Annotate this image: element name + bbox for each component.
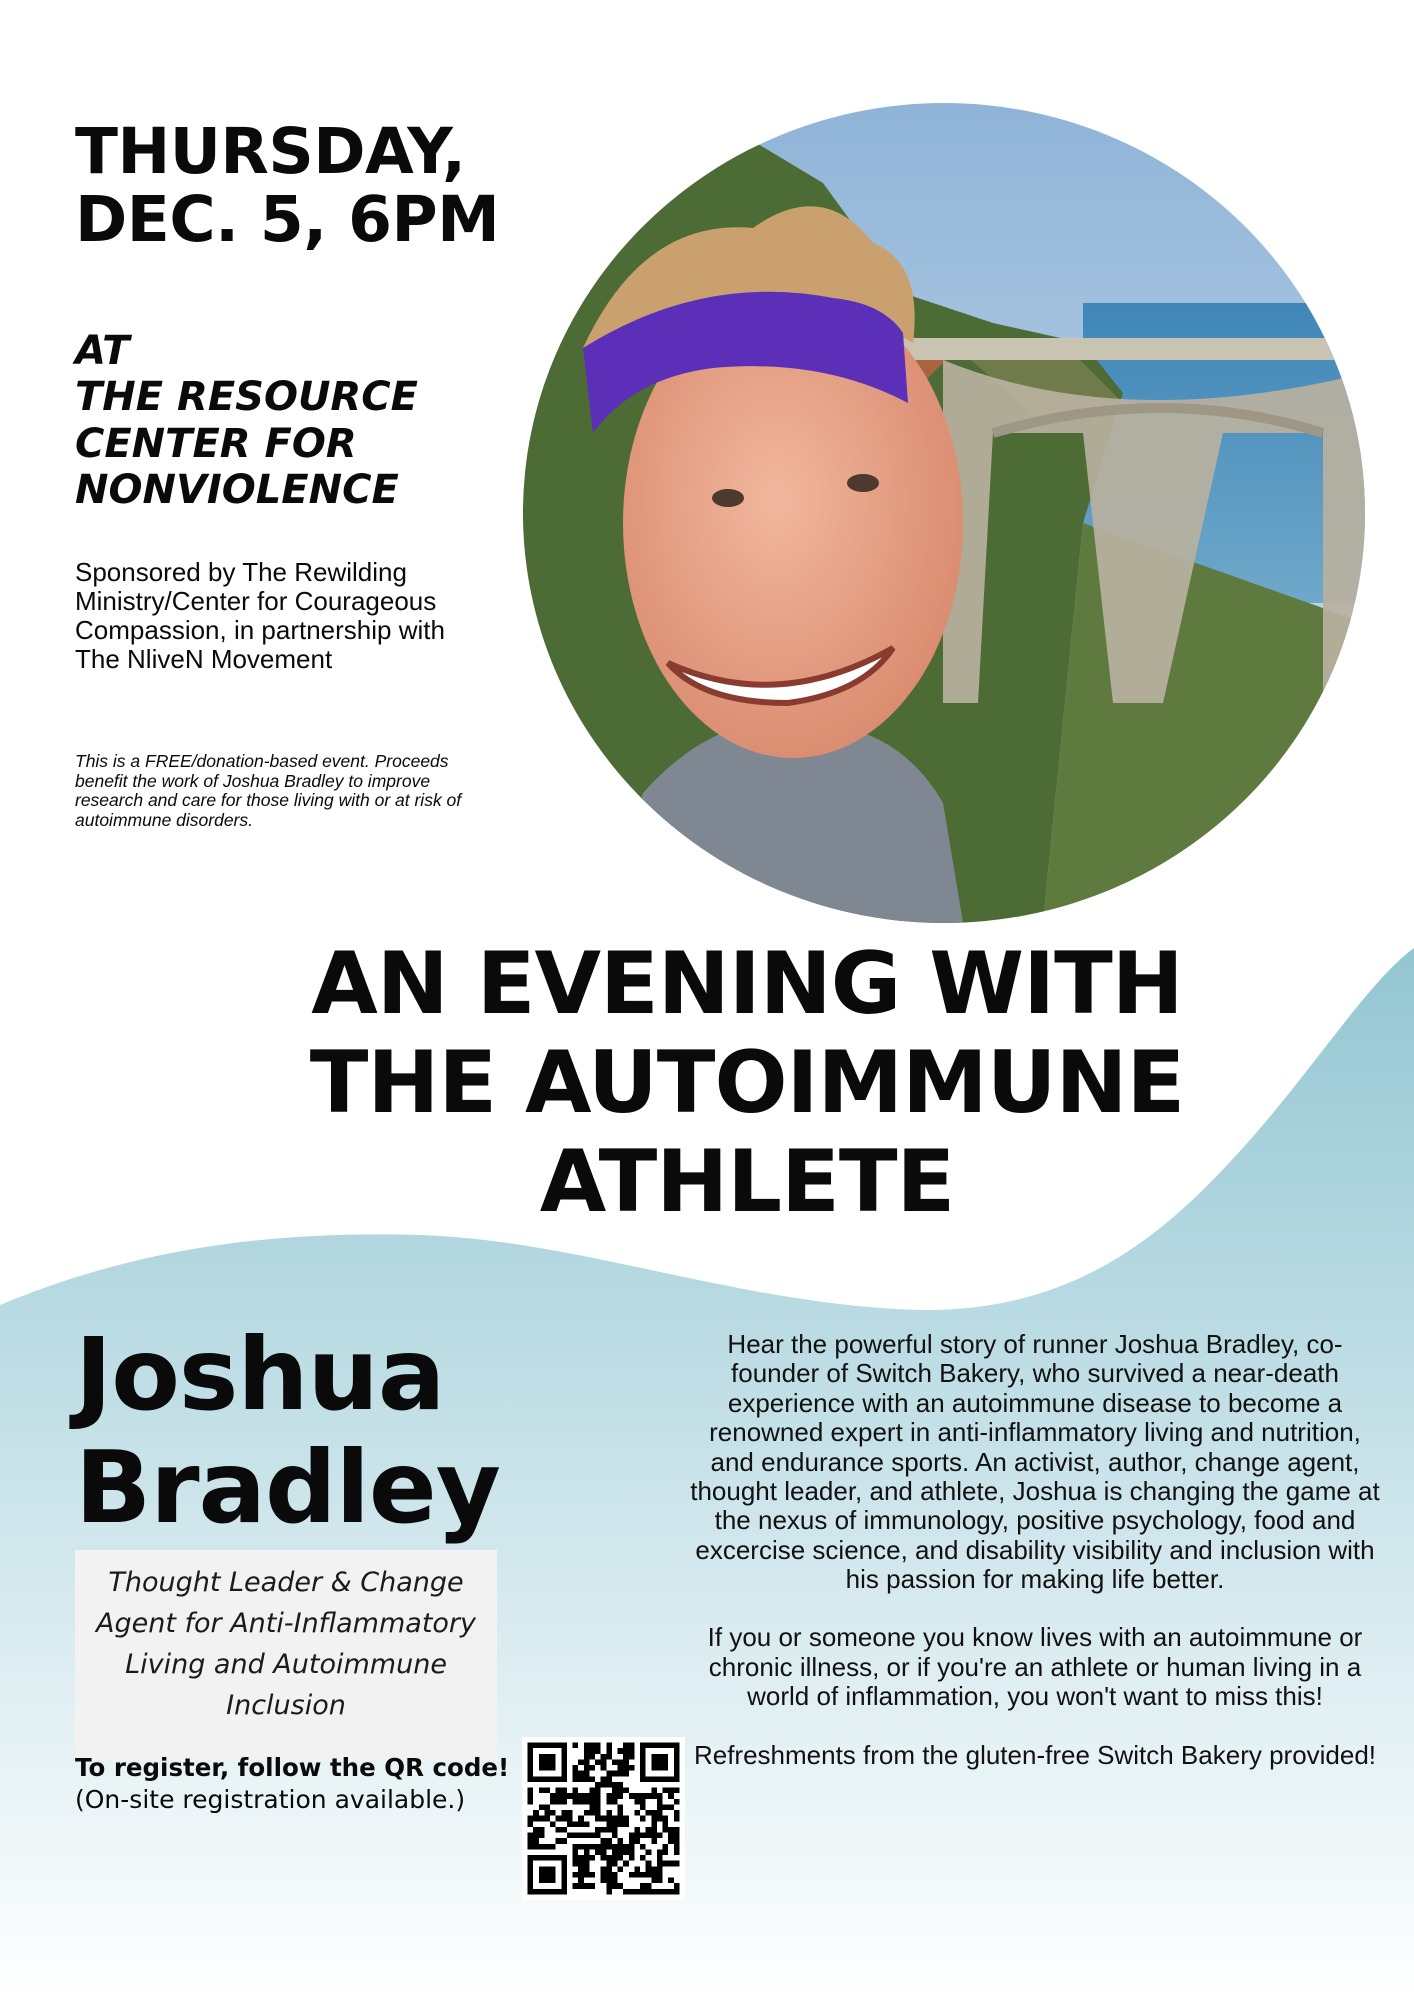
event-date-time: DEC. 5, 6PM bbox=[75, 183, 500, 257]
speaker-first-name: Joshua bbox=[75, 1316, 445, 1433]
venue-at: AT bbox=[75, 328, 130, 374]
event-description bbox=[690, 1330, 1380, 1799]
headline-line-3: ATHLETE bbox=[539, 1131, 955, 1232]
event-headline bbox=[200, 935, 1294, 1232]
speaker-name bbox=[75, 1318, 535, 1544]
donation-note: This is a FREE/donation-based event. Proceeds benefit the work of Joshua Bradley to improve research and care for those living with or at risk of autoimmune disorders. bbox=[75, 751, 462, 830]
speaker-last-name: Bradley bbox=[75, 1429, 500, 1546]
registration-info bbox=[75, 1752, 515, 1816]
event-venue bbox=[75, 328, 515, 514]
registration-note: (On-site registration available.) bbox=[75, 1784, 466, 1814]
description-paragraph-3: Refreshments from the gluten-free Switch Bakery provided! bbox=[693, 1739, 1377, 1770]
registration-cta: To register, follow the QR code! bbox=[75, 1753, 510, 1782]
qr-code-icon[interactable] bbox=[522, 1737, 685, 1900]
headline-line-1: AN EVENING WITH bbox=[311, 934, 1183, 1034]
speaker-photo bbox=[523, 103, 1365, 923]
speaker-tagline: Thought Leader & Change Agent for Anti-Inflammatory Living and Autoimmune Inclusion bbox=[75, 1550, 497, 1761]
venue-line-3: NONVIOLENCE bbox=[75, 467, 399, 514]
event-day: THURSDAY, bbox=[75, 115, 466, 188]
venue-line-1: THE RESOURCE bbox=[75, 374, 418, 421]
venue-line-2: CENTER FOR bbox=[75, 420, 357, 467]
description-paragraph-2: If you or someone you know lives with an autoimmune or chronic illness, or if you're an athlete or human living in a world of inflammation, you won't want to miss this! bbox=[707, 1622, 1363, 1712]
event-date bbox=[75, 115, 535, 257]
headline-line-2: THE AUTOIMMUNE bbox=[309, 1032, 1185, 1133]
description-paragraph-1: Hear the powerful story of runner Joshua Bradley, co-founder of Switch Bakery, who survived a near-death experience with an autoimmune disease to become a renowned expert in anti-inflammatory living and nutrition, and endurance sports. An activist, author, change agent, thought leader, and athlete, Joshua is changing the game at the nexus of immunology, positive psychology, food and excercise science, and disability visibility and inclusion with his passion for making life better. bbox=[690, 1329, 1380, 1594]
sponsor-text: Sponsored by The Rewilding Ministry/Center for Courageous Compassion, in partnership with The NliveN Movement bbox=[75, 557, 445, 675]
